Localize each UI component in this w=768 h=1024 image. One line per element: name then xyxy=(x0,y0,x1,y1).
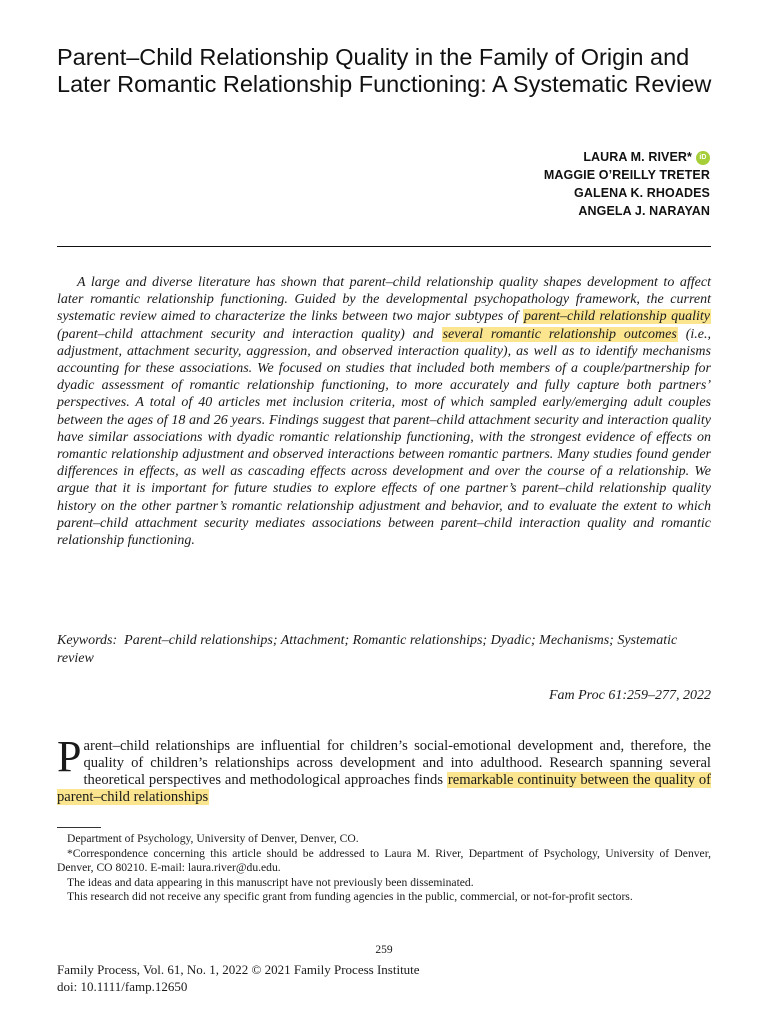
author-list xyxy=(544,148,710,220)
highlighted-text[interactable]: parent–child relationship quality xyxy=(524,309,710,325)
article-title: Parent–Child Relationship Quality in the Family of Origin and Later Romantic Relationship Functioning: A Systematic Review xyxy=(57,44,712,97)
keywords-text: Parent–child relationships; Attachment; Romantic relationships; Dyadic; Mechanisms; Systematic review xyxy=(57,633,678,666)
footnotes xyxy=(57,832,711,905)
abstract xyxy=(57,274,711,549)
abstract-text: (parent–child attachment security and interaction quality) and xyxy=(57,326,442,342)
orcid-icon[interactable]: iD xyxy=(696,151,710,165)
title-divider xyxy=(57,246,711,247)
author-name: ANGELA J. NARAYAN xyxy=(578,204,710,218)
author-name: MAGGIE O’REILLY TRETER xyxy=(543,168,710,182)
highlighted-text[interactable]: several romantic relationship outcomes xyxy=(442,326,677,342)
page-number: 259 xyxy=(375,944,393,956)
abstract-text: (i.e., adjustment, attachment security, aggression, and observed interaction quality), as well as to identify mechanisms accounting for these associations. We focused on studies that included both members of a couple/partnership for dyadic assessment of romantic relationship functioning, to more accurately and fully capture both partners’ perspectives. A total of 40 articles met inclusion criteria, most of which sampled early/emerging adult couples between the ages of 18 and 26 years. Findings suggest that parent–child attachment security and interaction quality have similar associations with dyadic romantic relationship functioning, with the strongest evidence of effects on romantic relationship adjustment and observed interactions between romantic partners. Many studies found gender differences in effects, as well as cascading effects across development and over the course of a relationship. We argue that it is important for future studies to explore effects of one partner’s parent–child relationship quality history on the other partner’s romantic relationship adjustment and behavior, and to evaluate the extent to which parent–child attachment security mediates associations between parent–child interaction quality and romantic relationship functioning. xyxy=(57,326,711,549)
abstract-text: A large and diverse literature has shown that parent–child relationship quality shapes development to affect later romantic relationship functioning. Guided by the developmental psychopathology framework, the current systematic review aimed to characterize the links between two major subtypes of xyxy=(57,275,711,325)
footnote: Department of Psychology, University of Denver, Denver, CO. xyxy=(67,832,359,845)
body-text: arent–child relationships are influential for children’s social-emotional development and, therefore, the quality of children’s relationships across development and into adulthood. Research spanning several theoretical perspectives and methodological approaches finds xyxy=(83,738,711,788)
doi-link[interactable]: doi: 10.1111/famp.12650 xyxy=(57,979,188,994)
highlighted-text[interactable]: remarkable continuity between the quality of parent–child relationships xyxy=(57,772,711,805)
body-paragraph xyxy=(57,732,711,806)
footnote-divider xyxy=(57,827,101,828)
author-name-text: LAURA M. RIVER* xyxy=(583,150,692,164)
footnote: The ideas and data appearing in this manuscript have not previously been disseminated. xyxy=(67,875,474,889)
keywords-label: Keywords: xyxy=(57,633,118,648)
keywords xyxy=(57,632,711,667)
author-name xyxy=(544,148,710,166)
drop-cap: P xyxy=(57,732,82,781)
journal-line: Family Process, Vol. 61, No. 1, 2022 © 2021 Family Process Institute xyxy=(57,962,420,977)
journal-info xyxy=(57,961,420,995)
footnote: *Correspondence concerning this article should be addressed to Laura M. River, Department of Psychology, University of Denver, Denver, CO 80210. E-mail: laura.river@du.edu. xyxy=(57,846,711,874)
author-name: GALENA K. RHOADES xyxy=(574,186,710,200)
journal-citation: Fam Proc 61:259–277, 2022 xyxy=(548,688,711,703)
footnote: This research did not receive any specific grant from funding agencies in the public, commercial, or not-for-profit sectors. xyxy=(67,890,633,903)
